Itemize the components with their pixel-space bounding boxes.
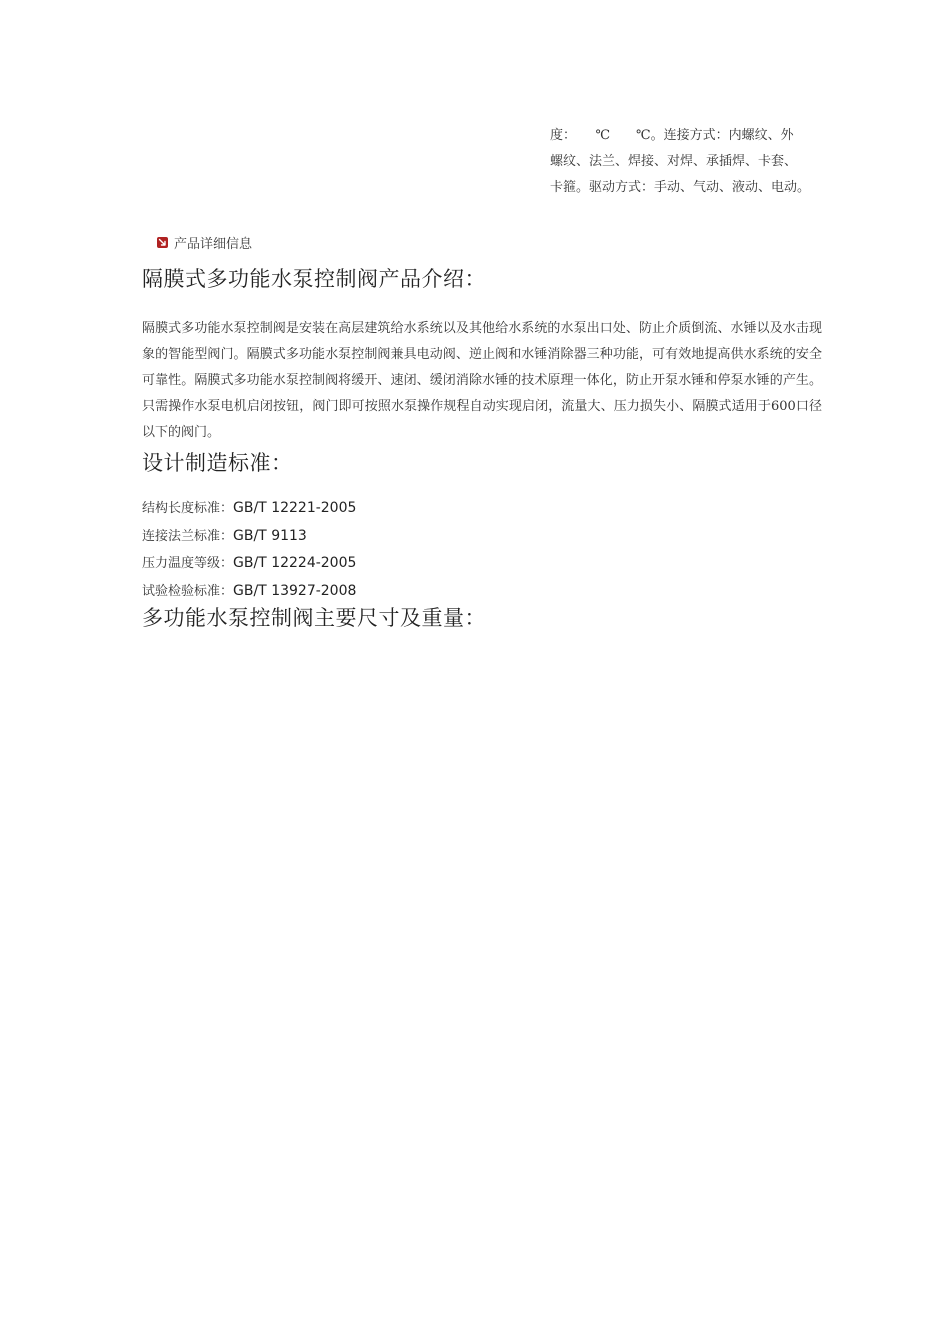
standards-title: 设计制造标准： — [142, 451, 293, 475]
spec-block — [550, 123, 822, 201]
spec-line-1: 度： ℃ ℃。连接方式：内螺纹、外 — [550, 128, 794, 143]
standard-item — [142, 495, 356, 523]
standard-label: 试验检验标准： — [142, 583, 234, 599]
standard-item — [142, 523, 356, 551]
standard-label: 连接法兰标准： — [142, 528, 234, 544]
intro-title: 隔膜式多功能水泵控制阀产品介绍： — [142, 267, 486, 291]
standards-list — [142, 495, 356, 605]
product-detail-label: 产品详细信息 — [174, 237, 253, 252]
standard-label: 压力温度等级： — [142, 556, 234, 571]
standard-value: GB/T 13927-2008 — [233, 582, 357, 599]
spec-line-3: 卡箍。驱动方式：手动、气动、液动、电动。 — [550, 180, 811, 195]
standard-value: GB/T 12224-2005 — [233, 555, 357, 571]
standard-item — [142, 550, 356, 578]
spec-line-2: 螺纹、法兰、焊接、对焊、承插焊、卡套、 — [550, 154, 798, 169]
intro-paragraph: 隔膜式多功能水泵控制阀是安装在高层建筑给水系统以及其他给水系统的水泵出口处、防止介质倒流、水锤以及水击现象的智能型阀门。隔膜式多功能水泵控制阀兼具电动阀、逆止阀和水锤消除器三种功能，可有效地提高供水系统的安全可靠性。隔膜式多功能水泵控制阀将缓开、速闭、缓闭消除水锤的技术原理一体化，防止开泵水锤和停泵水锤的产生。只需操作水泵电机启闭按钮，阀门即可按照水泵操作规程自动实现启闭，流量大、压力损失小、隔膜式适用于600口径以下的阀门。 — [142, 321, 822, 440]
red-arrow-box-icon — [157, 237, 168, 248]
standard-item — [142, 578, 356, 606]
standard-value: GB/T 12221-2005 — [233, 500, 357, 516]
standard-value: GB/T 9113 — [233, 527, 307, 544]
product-detail-header — [157, 233, 252, 252]
dimensions-title: 多功能水泵控制阀主要尺寸及重量： — [142, 606, 486, 630]
standard-label: 结构长度标准： — [142, 501, 234, 516]
